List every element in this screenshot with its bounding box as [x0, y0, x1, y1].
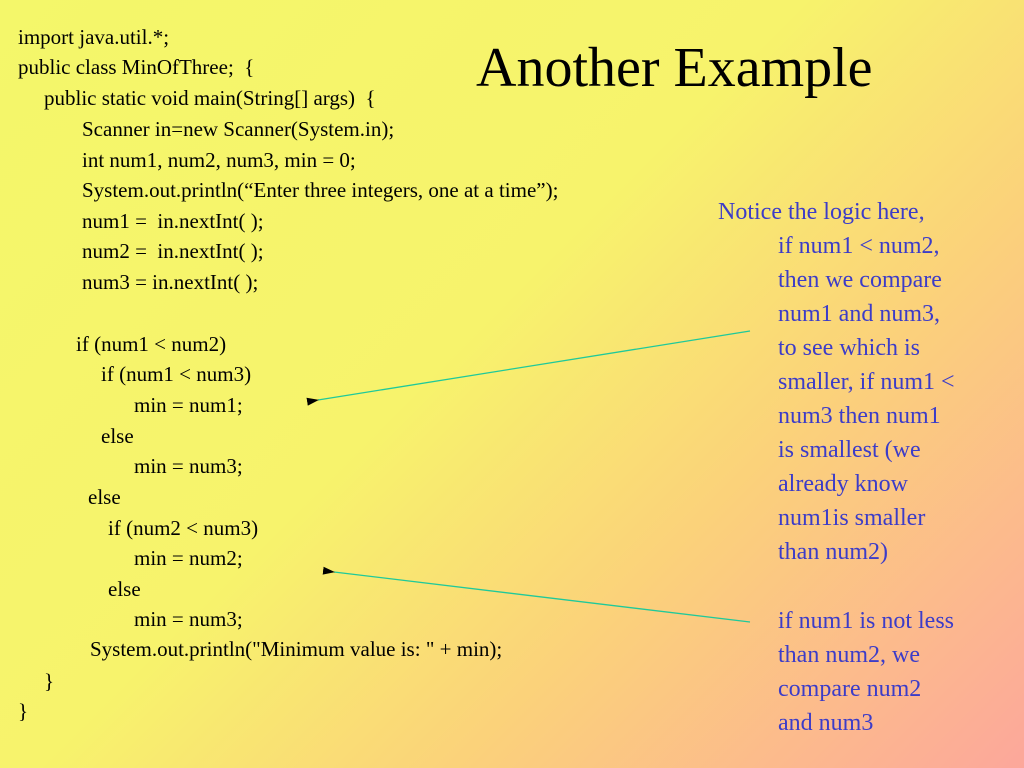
code-line: num3 = in.nextInt( );	[82, 270, 259, 294]
code-line: System.out.println("Minimum value is: " + min);	[90, 637, 503, 661]
note-line: if num1 is not less	[778, 608, 955, 634]
note-line: is smallest (we	[778, 437, 921, 463]
note-line: num3 then num1	[778, 403, 941, 429]
note-line: already know	[778, 471, 908, 497]
code-line: int num1, num2, num3, min = 0;	[82, 148, 356, 172]
code-line: num1 = in.nextInt( );	[82, 209, 264, 233]
code-line: Scanner in=new Scanner(System.in);	[82, 117, 395, 141]
note-line: and num3	[778, 710, 874, 736]
code-line: else	[108, 577, 141, 601]
note-line: compare num2	[778, 676, 922, 702]
code-line: else	[88, 485, 121, 509]
arrow-to-min-num2	[334, 572, 750, 622]
note-line: than num2, we	[778, 642, 920, 668]
code-line: }	[44, 669, 55, 693]
code-line: import java.util.*;	[18, 25, 170, 49]
code-line: }	[18, 699, 29, 723]
code-line: else	[101, 424, 134, 448]
note-line: Notice the logic here,	[718, 199, 925, 225]
code-line: System.out.println(“Enter three integers, one at a time”);	[82, 178, 559, 202]
note-line: smaller, if num1 <	[778, 369, 955, 395]
note-line: then we compare	[778, 267, 942, 293]
code-line: if (num1 < num2)	[76, 332, 227, 356]
code-line: num2 = in.nextInt( );	[82, 239, 264, 263]
note-line: num1is smaller	[778, 505, 926, 531]
code-line: public static void main(String[] args) {	[44, 86, 376, 110]
arrow-to-min-num1	[318, 331, 750, 400]
note-line: if num1 < num2,	[778, 233, 940, 259]
code-line: if (num1 < num3)	[101, 362, 252, 386]
code-line: min = num3;	[134, 454, 243, 478]
code-line: min = num2;	[134, 546, 243, 570]
code-line: if (num2 < num3)	[108, 516, 259, 540]
code-line: min = num3;	[134, 607, 243, 631]
code-line: min = num1;	[134, 393, 243, 417]
note-line: num1 and num3,	[778, 301, 940, 327]
code-line: public class MinOfThree; {	[18, 55, 255, 79]
note-line: than num2)	[778, 539, 888, 565]
note-line: to see which is	[778, 335, 920, 361]
slide-title: Another Example	[476, 37, 873, 99]
